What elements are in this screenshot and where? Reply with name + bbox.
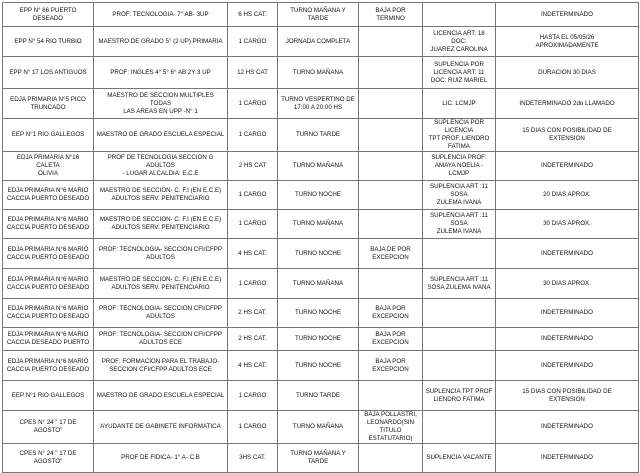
table-cell: 1 CARGO	[228, 181, 278, 210]
table-cell: AYUDANTE DE GABINETE INFORMATICA	[94, 411, 228, 444]
table-cell: TURNO MAÑANA	[278, 152, 359, 181]
table-cell: SUPLENCIA ART :11 SOSA ZULEMA IVANA	[423, 210, 496, 239]
table-cell: 2 HS CAT.	[228, 299, 278, 328]
table-cell: SUPLENCIA POR LICENCIA TPT PROF. LIENDRO FATIMA	[423, 119, 496, 152]
table-row	[3, 210, 639, 239]
table-cell: 2 HS CAT	[228, 152, 278, 181]
table-row	[3, 411, 639, 444]
table-cell: INDETERMINADO	[496, 3, 639, 27]
table-cell: TURNO MAÑANA	[278, 210, 359, 239]
table-cell: SUPLENCIA TPT PROF LIENDRO FATIMA	[423, 381, 496, 411]
table-cell	[423, 411, 496, 444]
table-cell: TURNO NOCHE	[278, 239, 359, 269]
table-cell: EDJA PRIMARIA N°6 MARIO CACCIA PUERTO DESEADO	[3, 351, 94, 381]
table-cell: EDJA PRIMARIA N°5 PICO TRUNCADO	[3, 89, 94, 119]
table-cell: EDJA PRIMARIA N°6 MARIO CACCIA PUERTO DESEADO	[3, 239, 94, 269]
table-cell: EEP N°1 RIO GALLEGOS	[3, 381, 94, 411]
table-cell: INDETERMINADO 2do LLAMADO	[496, 89, 639, 119]
table-cell: CPES N° 24 " 17 DE AGOSTO"	[3, 411, 94, 444]
table-row	[3, 57, 639, 89]
table-cell: 1 CARGO	[228, 119, 278, 152]
table-cell: PROF: INGLES 4° 5° 6° AB 2Y 3 UP	[94, 57, 228, 89]
table-cell: 15 DIAS CON POSIBILIDAD DE EXTENSION	[496, 381, 639, 411]
table-cell: 1 CARGO	[228, 27, 278, 57]
table-cell: SUPLENCIA PROF: AMAYA NOELIA - LCMJP	[423, 152, 496, 181]
table-cell: 1 CARGO	[228, 269, 278, 299]
table-cell: BAJA DE POR EXCEPCION	[359, 239, 423, 269]
table-cell: MAESTRO DE SECCION- C. F.I (EN E.C.E) ADULTOS SERV. PENITENCIARIO	[94, 269, 228, 299]
table-cell	[359, 57, 423, 89]
table-cell: PROF: TECNOLOGIA- SECCION CFI/CFPP ADULTOS ECE	[94, 328, 228, 351]
table-row	[3, 269, 639, 299]
table-cell: BAJA POLLASTRI, LEONARDO(SIN TITULO ESTATUTARIO)	[359, 411, 423, 444]
table-cell: 30 DIAS APROX.	[496, 269, 639, 299]
table-cell: TURNO MAÑANA Y TARDE	[278, 444, 359, 473]
table-cell: BAJA POR EXCEPCION	[359, 328, 423, 351]
table-cell: BAJA POR TERMINO	[359, 3, 423, 27]
table-cell: TURNO NOCHE	[278, 299, 359, 328]
table-cell	[359, 444, 423, 473]
table-cell	[359, 119, 423, 152]
table-row	[3, 299, 639, 328]
table-row	[3, 119, 639, 152]
table-cell: TURNO NOCHE	[278, 351, 359, 381]
table-cell: 4 HS CAT.	[228, 351, 278, 381]
table-cell: TURNO MAÑANA	[278, 411, 359, 444]
table-cell: EDJA PRIMARIA N°6 MARIO CACCIA DESEADO PUERTO	[3, 328, 94, 351]
table-cell: MAESTRO DE GRADO 5° (2 UP) PRIMARIA	[94, 27, 228, 57]
table-cell: TURNO MAÑANA Y TARDE	[278, 3, 359, 27]
table-row	[3, 328, 639, 351]
table-cell: INDETERMINADO	[496, 299, 639, 328]
table-cell: TURNO VESPERTINO DE 17:00 A 20:00 HS	[278, 89, 359, 119]
table-cell	[359, 152, 423, 181]
table-row	[3, 181, 639, 210]
table-cell: MAESTRO DE GRADO ESCUELA ESPECIAL	[94, 119, 228, 152]
table-row	[3, 152, 639, 181]
table-cell: INDETERMINADO	[496, 411, 639, 444]
table-cell: TURNO MAÑANA	[278, 269, 359, 299]
table-row	[3, 381, 639, 411]
table-cell: PROF: TECNOLOGIA- SECCION CFI/CFPP ADULTOS	[94, 299, 228, 328]
table-cell: PROF DE TECNOLOGIA SECCION G ADULTOS - LUGAR ALCALDIA: E.C.E	[94, 152, 228, 181]
table-cell: INDETERMINADO	[496, 444, 639, 473]
table-cell: EPP N° 54 RIO TURBIO	[3, 27, 94, 57]
table-cell: SUPLENCIA VACANTE	[423, 444, 496, 473]
table-cell: EDJA PRIMARIA N°6 MARIO CACCIA PUERTO DESEADO	[3, 181, 94, 210]
table-cell: PROF: TECNOLOGIA- 7° AB- 3UP	[94, 3, 228, 27]
table-cell: 30 DIAS APROX.	[496, 210, 639, 239]
table-cell	[359, 181, 423, 210]
table-cell	[423, 351, 496, 381]
table-cell: EPP N° 66 PUERTO DESEADO	[3, 3, 94, 27]
table-row	[3, 351, 639, 381]
table-cell: 1 CARGO	[228, 411, 278, 444]
table-cell: TURNO TARDE	[278, 119, 359, 152]
table-cell: 2 HS CAT.	[228, 328, 278, 351]
table-cell: MAESTRO DE SECCION- C. F.I (EN E.C.E) ADULTOS SERV. PENITENCIARIO	[94, 210, 228, 239]
table-cell: EPP N° 17 LOS ANTIGUOS	[3, 57, 94, 89]
table-cell: TURNO NOCHE	[278, 181, 359, 210]
table-cell: SUPLENCIA ART :11 SOSA ZULEMA IVANA	[423, 181, 496, 210]
table-cell: 3HS CAT.	[228, 444, 278, 473]
table-row	[3, 27, 639, 57]
table-cell	[423, 328, 496, 351]
table-cell: EDJA PRIMARIA N°6 MARIO CACCIA PUERTO DESEADO	[3, 269, 94, 299]
table-cell: INDETERMINADO	[496, 239, 639, 269]
table-cell	[423, 299, 496, 328]
table-cell: TURNO NOCHE	[278, 328, 359, 351]
table-cell: MAESTRO DE GRADO ESCUELA ESPECIAL	[94, 381, 228, 411]
table-cell: INDETERMINADO	[496, 328, 639, 351]
table-cell	[359, 269, 423, 299]
table-cell: TURNO MAÑANA	[278, 57, 359, 89]
table-cell: 1 CARGO	[228, 89, 278, 119]
table-cell: EDJA PRIMARIA N°6 MARIO CACCIA PUERTO DESEADO	[3, 210, 94, 239]
table-cell: 1 CARGO	[228, 381, 278, 411]
vacancies-table	[2, 2, 639, 473]
table-cell: 15 DIAS CON POSIBILIDAD DE EXTENSION	[496, 119, 639, 152]
table-cell: BAJA POR EXCEPCION	[359, 351, 423, 381]
table-cell: DURACION 30 DIAS	[496, 57, 639, 89]
table-cell: MAESTRO DE SECCION MULTIPLES TODAS LAS AREAS EN UPP -N° 1	[94, 89, 228, 119]
table-cell: INDETERMINADO	[496, 351, 639, 381]
table-cell: PROF DE FIDICA- 1° A- C.B	[94, 444, 228, 473]
table-body	[3, 3, 639, 473]
table-cell: 6 HS CAT.	[228, 3, 278, 27]
table-cell: 1 CARGO	[228, 210, 278, 239]
table-cell: 4 HS CAT.	[228, 239, 278, 269]
table-cell	[423, 239, 496, 269]
table-row	[3, 89, 639, 119]
table-cell: LICENCIA ART: 18 DOC: JUAREZ CAROLINA	[423, 27, 496, 57]
table-cell: MAESTRO DE SECCION- C. F.I (EN E.C.E) ADULTOS SERV. PENITENCIARIO	[94, 181, 228, 210]
table-cell: EDJA PRIMARIA N°16 CALETA OLIVIA	[3, 152, 94, 181]
table-cell	[359, 381, 423, 411]
table-cell: EDJA PRIMARIA N°6 MARIO CACCIA PUERTO DESEADO	[3, 299, 94, 328]
table-row	[3, 239, 639, 269]
table-cell: BAJA POR EXCEPCION	[359, 299, 423, 328]
table-row	[3, 3, 639, 27]
table-cell: PROF: TECNOLOGIA- SECCION CFI/CFPP ADULTOS	[94, 239, 228, 269]
table-cell	[423, 3, 496, 27]
table-cell: 12 HS CAT	[228, 57, 278, 89]
table-cell	[359, 27, 423, 57]
table-cell: CPES N° 24 " 17 DE AGOSTO"	[3, 444, 94, 473]
table-cell	[359, 89, 423, 119]
table-cell: EEP N°1 RIO GALLEGOS	[3, 119, 94, 152]
table-cell: HASTA EL 05/05/26 APROXIMADAMENTE	[496, 27, 639, 57]
table-cell: 20 DIAS APROX.	[496, 181, 639, 210]
table-cell: TURNO TARDE	[278, 381, 359, 411]
table-cell	[359, 210, 423, 239]
table-cell: JORNADA COMPLETA	[278, 27, 359, 57]
table-row	[3, 444, 639, 473]
table-cell: LIC. LCMJP	[423, 89, 496, 119]
table-cell: SUPLENCIA ART :11 SOSA ZULEMA IVANA	[423, 269, 496, 299]
table-cell: SUPLENCIA POR LICENCIA ART: 11 DOC: RUIZ MARIEL	[423, 57, 496, 89]
table-cell: PROF: FORMACION PARA EL TRABAJO- SECCION CFI/CFPP ADULTOS ECE	[94, 351, 228, 381]
table-cell: INDETERMINADO	[496, 152, 639, 181]
